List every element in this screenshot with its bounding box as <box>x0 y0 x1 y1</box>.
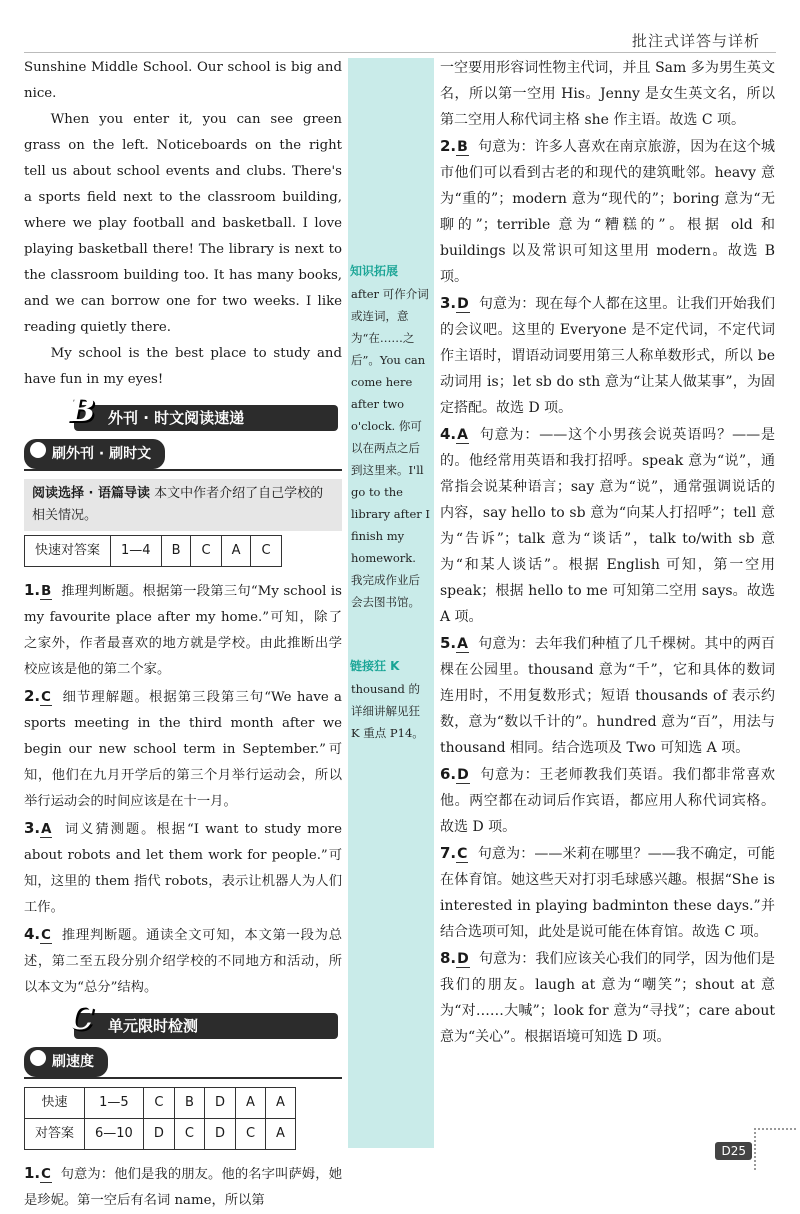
guide-text: 本文中作者介绍了自己学校的相关情况。 <box>32 486 324 523</box>
item-number: 1. <box>24 1164 41 1182</box>
answer-letter: C <box>41 690 51 705</box>
header-divider <box>24 52 776 53</box>
section-title: 外刊 · 时文阅读速递 <box>108 409 245 427</box>
item-number: 8. <box>440 949 457 967</box>
answer-explanation: 细节理解题。根据第三段第三句“We have a sports meeting in the third month after we begin our new school term in September.”可知，他们在九月开学后的第三个月举行运动会，所以举行运动会的时间应该是在十一月。 <box>24 690 342 809</box>
tab-row <box>24 439 342 471</box>
answer-letter: A <box>41 822 52 837</box>
answer-explanation: 推理判断题。通读全文可知，本文第一段为总述，第二至五段分别介绍学校的不同地方和活动，所以本文为“总分”结构。 <box>24 928 342 995</box>
section-letter: B <box>68 391 96 429</box>
tab-row <box>24 1047 342 1079</box>
answer-item <box>24 921 342 1001</box>
answer-letter: B <box>457 139 468 155</box>
table-cell: 快速对答案 <box>25 536 111 567</box>
corner-dots-decoration <box>754 1128 796 1170</box>
answer-item <box>440 133 775 290</box>
item-number: 4. <box>440 425 457 443</box>
table-cell: 1—4 <box>111 536 162 567</box>
note-body-knowledge: after 可作介词或连词，意为“在……之后”。You can come here after two o'clock. 你可以在两点之后到这里来。I'll go to the library after I finish my homework. 我完成作业后会去图书馆。 <box>351 287 430 609</box>
table-cell: A <box>266 1088 296 1119</box>
answer-explanation: 句意为：王老师教我们英语。我们都非常喜欢他。两空都在动词后作宾语，都应用人称代词宾格。故选 D 项。 <box>440 767 776 835</box>
page-number: D25 <box>715 1142 752 1160</box>
note-title-knowledge: 知识拓展 <box>350 264 399 278</box>
item-number: 6. <box>440 765 457 783</box>
passage-paragraph: My school is the best place to study and have fun in my eyes! <box>24 346 342 387</box>
table-cell: D <box>204 1088 235 1119</box>
item-number: 4. <box>24 925 41 943</box>
table-cell: D <box>204 1119 235 1150</box>
answer-letter: B <box>41 584 52 599</box>
spacer <box>348 58 434 258</box>
answer-item <box>24 683 342 815</box>
answer-item-continued: 一空要用形容词性物主代词，并且 Sam 多为男生英文名，所以第一空用 His。Jenny 是女生英文名，所以第二空用人称代词主格 she 作主语。故选 C 项。 <box>440 60 775 128</box>
answer-item <box>440 761 775 840</box>
passage-text: Sunshine Middle School. Our school is big and nice. <box>24 60 342 101</box>
table-cell: C <box>251 536 281 567</box>
answer-letter: C <box>457 846 468 862</box>
section-c-banner <box>68 999 338 1039</box>
table-cell: A <box>235 1088 265 1119</box>
item-number: 2. <box>440 137 457 155</box>
item-number: 2. <box>24 687 41 705</box>
answer-explanation: 句意为：许多人喜欢在南京旅游，因为在这个城市他们可以看到古老的和现代的建筑毗邻。heavy 意为“重的”；modern 意为“现代的”；boring 意为“无聊的”；terrible 意为“糟糕的”。根据 old 和 buildings 以及常识可知这里用 modern。故选 B 项。 <box>440 139 775 285</box>
tab-label: 刷速度 <box>52 1054 94 1070</box>
book-icon <box>30 442 46 458</box>
answer-explanation: 词义猜测题。根据“I want to study more about robots and let them work for people.”可知，这里的 them 指代 robots，表示让机器人为人们工作。 <box>24 822 342 915</box>
table-cell: A <box>221 536 251 567</box>
answer-item <box>440 290 775 421</box>
table-cell: 快速 <box>25 1088 85 1119</box>
table-cell: D <box>143 1119 174 1150</box>
table-row <box>25 536 282 567</box>
answer-explanation: 句意为：——米莉在哪里？——我不确定，可能在体育馆。她这些天对打羽毛球感兴趣。根据“She is interested in playing badminton these days.”并结合选项可知，此处是说可能在体育馆。故选 C 项。 <box>440 846 776 940</box>
answer-item <box>440 840 775 945</box>
note-title-link: 链接狂 K <box>350 659 400 673</box>
answer-explanation: 句意为：我们应该关心我们的同学，因为他们是我们的朋友。laugh at 意为“嘲笑”；shout at 意为“对……大喊”；look for 意为“寻找”；care about 意为“关心”。根据语境可知选 D 项。 <box>440 951 776 1045</box>
table-cell: A <box>266 1119 296 1150</box>
right-column <box>440 55 775 1050</box>
section-b-banner <box>68 391 338 431</box>
tab-label: 刷外刊 · 刷时文 <box>52 446 152 462</box>
answer-explanation: 推理判断题。根据第一段第三句“My school is my favourite place after my home.”可知，除了之家外，作者最喜欢的地方就是学校。由此推断出学校应该是他的第二个家。 <box>24 584 342 677</box>
answer-item <box>440 630 775 761</box>
note-body-link: thousand 的详细讲解见狂 K 重点 P14。 <box>351 682 424 740</box>
passage-paragraph: When you enter it, you can see green grass on the left. Noticeboards on the right tell us about school events and clubs. There's a sports field next to the classroom building, where we play football and basketball. I love playing basketball there! The library is next to the classroom building too. It has many books, and we can borrow one for two weeks. I like reading quietly there. <box>24 112 342 335</box>
answer-letter: A <box>457 636 468 652</box>
answer-explanation: 句意为：他们是我的朋友。他的名字叫萨姆，她是珍妮。第一空后有名词 name，所以第 <box>24 1167 342 1208</box>
table-cell: 对答案 <box>25 1119 85 1150</box>
answer-letter: C <box>41 928 51 943</box>
table-row <box>25 1119 296 1150</box>
tab-speed <box>24 1047 108 1077</box>
quick-answer-table <box>24 1087 296 1150</box>
page-header-title: 批注式详答与详析 <box>631 32 760 50</box>
item-number: 1. <box>24 581 41 599</box>
table-row <box>25 1088 296 1119</box>
answer-letter: C <box>41 1167 51 1182</box>
answer-letter: D <box>457 767 469 783</box>
answer-item <box>24 815 342 921</box>
answer-explanation: 句意为：现在每个人都在这里。让我们开始我们的会议吧。这里的 Everyone 是不定代词，不定代词作主语时，谓语动词要用第三人称单数形式，所以 be 动词用 is；let sb do sth 意为“让某人做某事”，为固定搭配。故选 D 项。 <box>440 296 776 416</box>
item-number: 3. <box>24 819 41 837</box>
table-cell: C <box>143 1088 174 1119</box>
table-cell: C <box>235 1119 265 1150</box>
answer-letter: D <box>457 951 469 967</box>
table-cell: B <box>161 536 191 567</box>
table-cell: 6—10 <box>85 1119 144 1150</box>
answer-letter: D <box>457 296 469 312</box>
left-column <box>24 55 342 1214</box>
table-cell: B <box>174 1088 204 1119</box>
answer-item <box>24 1160 342 1214</box>
notes-sidebar <box>348 58 434 1148</box>
table-cell: C <box>191 536 221 567</box>
section-letter: C <box>68 999 94 1037</box>
answer-item <box>24 577 342 683</box>
answer-explanation: 句意为：——这个小男孩会说英语吗？——是的。他经常用英语和我打招呼。speak 意为“说”，通常指会说某种语言；say 意为“说”，通常强调说话的内容，say hello to sb 意为“向某人打招呼”；tell 意为“告诉”；talk 意为“谈话”，talk to/with sb 意为“和某人谈话”。根据 English 可知，第一空用 speak；根据 hello to me 可知第二空用 says。故选 A 项。 <box>440 427 775 625</box>
item-number: 7. <box>440 844 457 862</box>
answer-explanation: 句意为：去年我们种植了几千棵树。其中的两百棵在公园里。thousand 意为“千”，它和具体的数词连用时，不用复数形式；短语 thousands of 表示约数，意为“数以千计的”。hundred 意为“百”，用法与 thousand 相同。结合选项及 Two 可知选 A 项。 <box>440 636 775 756</box>
item-number: 5. <box>440 634 457 652</box>
spacer <box>348 613 434 653</box>
tab-foreign-articles <box>24 439 165 469</box>
book-icon <box>30 1050 46 1066</box>
reading-guide <box>24 479 342 531</box>
answer-item <box>440 421 775 630</box>
quick-answer-table <box>24 535 282 567</box>
item-number: 3. <box>440 294 457 312</box>
table-cell: 1—5 <box>85 1088 144 1119</box>
section-title: 单元限时检测 <box>108 1017 199 1035</box>
table-cell: C <box>174 1119 204 1150</box>
answer-item <box>440 945 775 1050</box>
answer-letter: A <box>457 427 468 443</box>
guide-label: 阅读选择 · 语篇导读 <box>32 486 150 501</box>
